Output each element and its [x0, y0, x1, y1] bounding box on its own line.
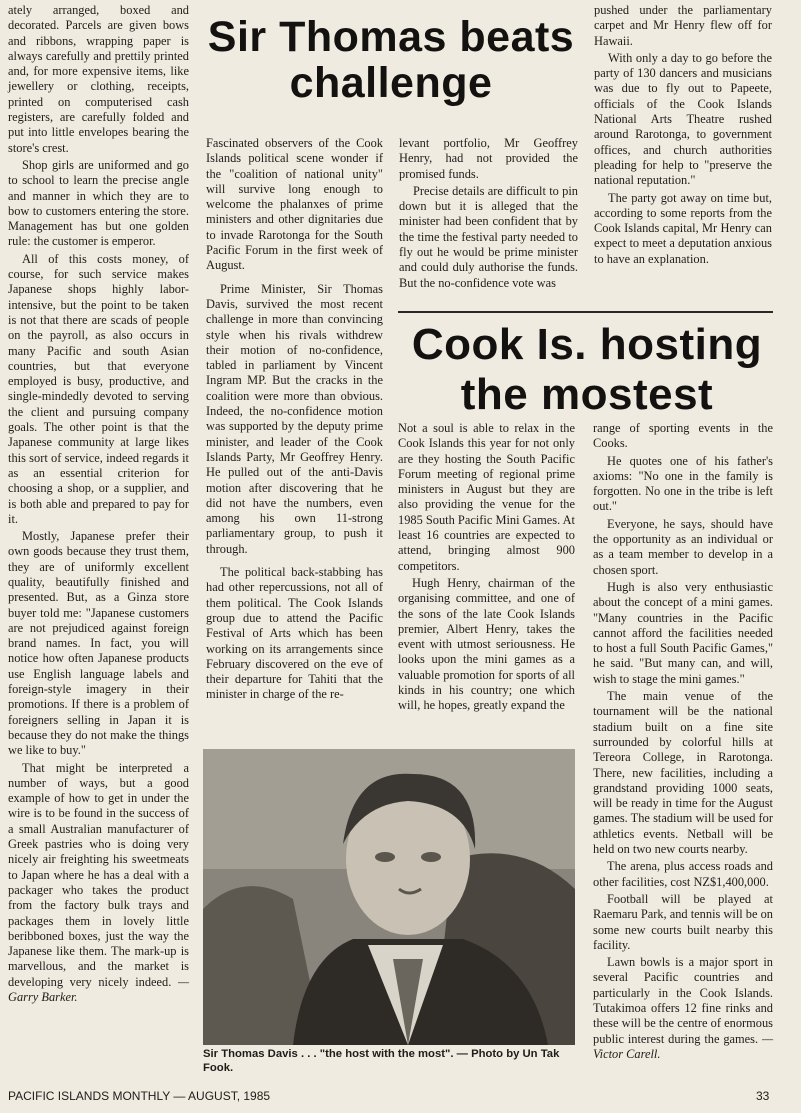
paragraph: The political back-stabbing has had other repercussions, not all of them political. The Cook Islands group due to attend the Pacific Festival of Arts which has been working on its arrangements since February discovered on the eve of their departure for Tahiti that the minister in charge of the re- — [206, 565, 383, 702]
paragraph: ately arranged, boxed and decorated. Parcels are given bows and ribbons, wrapping paper is always carefully and prettily printed and, for more expensive items, like jewellery or clothing, receipts, printed on computerised cash registers, are carefully folded and put into little envelopes bearing the store's crest. — [8, 3, 189, 155]
paragraph: Precise details are difficult to pin down but it is alleged that the minister had been confident that by the time the festival party needed to fly out he would be prime minister and could duly authorise the funds. But the no-confidence vote was — [399, 183, 578, 290]
paragraph: He quotes one of his father's axioms: "No one in the family is forgotten. No one in the tribe is left out." — [593, 453, 773, 514]
divider-rule — [398, 311, 773, 313]
paragraph: That might be interpreted a number of ways, but a good example of how to get in under the wire is to be found in the success of a small Australian manufacturer of Greek pastries who is doing very nicely air freighting his sweetmeats to Japan where he has a deal with a packager who takes the product from the factory bulk trays and packages them in lovely little beribboned boxes, just the way the Japanese like them. The mark-up is marvellous, and the market is developing very nicely indeed. — Garry Barker. — [8, 760, 189, 1004]
column-sir-thomas-2 — [399, 136, 578, 293]
paragraph: All of this costs money, of course, for such service makes Japanese shops highly labor-intensive, but the point to be taken is not that there are scads of people on the payroll, as also occurs in many Pacific and south Asian countries, but that everyone employed is busy, productive, and single-mindedly devoted to serving the client and pursuing company goals. The other point is that the Japanese community at large likes this sort of service, indeed regards it as an essential criterion for choosing a shop, or a supplier, and is both able and prepared to pay for it. — [8, 251, 189, 526]
photo-caption: Sir Thomas Davis . . . "the host with the most". — Photo by Un Tak Fook. — [203, 1048, 560, 1074]
paragraph: Mostly, Japanese prefer their own goods because they trust them, they are of uniformly excellent quality, beautifully finished and presented. But, as a Ginza store buyer told me: "Japanese customers are not prejudiced against foreign brand names. In fact, you will notice how often Japanese products use English language labels and foreign-style imagery in their promotions. If there is a problem of foreigners selling in Japan it is because they do not make the things we like to buy." — [8, 529, 189, 758]
byline: — Victor Carell. — [593, 1031, 773, 1061]
paragraph: Fascinated observers of the Cook Islands political scene wonder if the "coalition of national unity" will survive long enough to welcome the phalanxes of prime ministers and other dignitaries due to invade Rarotonga for the South Pacific Forum in the first week of August. — [206, 136, 383, 273]
paragraph: Lawn bowls is a major sport in several Pacific countries and particularly in the Cook Islands. Tutakimoa offers 12 fine rinks and these will be the centre of enormous public interest during the games. — Victor Carell. — [593, 955, 773, 1061]
column-sir-thomas-3 — [594, 3, 772, 269]
paragraph: The main venue of the tournament will be the national stadium built on a fine site surrounded by colorful hills at Tereora College, in Rarotonga. There, new facilities, including a grandstand providing 1000 seats, will be ready in time for the August games. The stadium will be used for athletics events. Netball will be held on two new courts nearby. — [593, 689, 773, 857]
paragraph: levant portfolio, Mr Geoffrey Henry, had not provided the promised funds. — [399, 136, 578, 181]
paragraph: The party got away on time but, according to some reports from the Cook Islands capital, Mr Henry can expect to meet a deputation anxious to have an explanation. — [594, 190, 772, 266]
paragraph: Everyone, he says, should have the opportunity as an individual or as a team member to develop in a chosen sport. — [593, 516, 773, 577]
footer-publication: PACIFIC ISLANDS MONTHLY — AUGUST, 1985 — [8, 1089, 271, 1103]
byline: — Garry Barker. — [8, 974, 189, 1004]
paragraph: Football will be played at Raemaru Park, and tennis will be on some new courts built nearby this facility. — [593, 891, 773, 952]
paragraph: pushed under the parliamentary carpet and Mr Henry flew off for Hawaii. — [594, 3, 772, 48]
column-mini-games-1 — [398, 421, 575, 716]
paragraph: Not a soul is able to relax in the Cook Islands this year for not only are they hosting the South Pacific Forum meeting of regional prime ministers in August but they are also providing the venue for the 1985 South Pacific Mini Games. At least 16 countries are expected to attend, bringing almost 900 competitors. — [398, 421, 575, 573]
paragraph: With only a day to go before the party of 130 dancers and musicians was due to fly out to Papeete, officials of the Cook Islands National Arts Theatre rushed around Rarotonga, to government offices, and church authorities pleading for help to "preserve the national reputation." — [594, 50, 772, 188]
paragraph: range of sporting events in the Cooks. — [593, 421, 773, 451]
paragraph: The arena, plus access roads and other facilities, cost NZ$1,400,000. — [593, 859, 773, 889]
column-mini-games-2 — [593, 421, 773, 1062]
headline-sir-thomas: Sir Thomas beats challenge — [207, 13, 575, 107]
headline-cook-islands: Cook Is. hosting the mostest — [411, 320, 763, 419]
paragraph: Hugh Henry, chairman of the organising committee, and one of the sons of the late Cook Islands premier, Albert Henry, takes the event with utmost seriousness. He looks upon the mini games as a valuable promotion for sports of all kinds in his country; one which will, he hopes, greatly expand the — [398, 575, 575, 713]
column-japan-shops — [8, 3, 189, 1005]
portrait-illustration — [203, 749, 575, 1045]
paragraph: Hugh is also very enthusiastic about the concept of a mini games. "Many countries in the Pacific cannot afford the facilities needed to host a full South Pacific Games," he said. "But many can, and will, wish to stage the mini games." — [593, 579, 773, 686]
paragraph: Prime Minister, Sir Thomas Davis, survived the most recent challenge in more than convincing style when his rivals withdrew their motion of no-confidence, tabled in parliament by Vincent Ingram MP. But the cracks in the coalition were more than obvious. Indeed, the no-confidence motion was supported by the deputy prime minister, and leader of the Cook Islands Party, Mr Geoffrey Henry. He pulled out of the anti-Davis motion after discovering that he did not have the numbers, even among his own 11-strong parliamentary group, to push it through. — [206, 281, 383, 556]
portrait-photo — [203, 749, 575, 1045]
paragraph: Shop girls are uniformed and go to school to learn the precise angle and manner in which they are to bow to customers entering the store. Management has but one golden rule: the customer is emperor. — [8, 157, 189, 249]
footer-page-number: 33 — [756, 1089, 770, 1103]
column-sir-thomas-1 — [206, 136, 383, 705]
